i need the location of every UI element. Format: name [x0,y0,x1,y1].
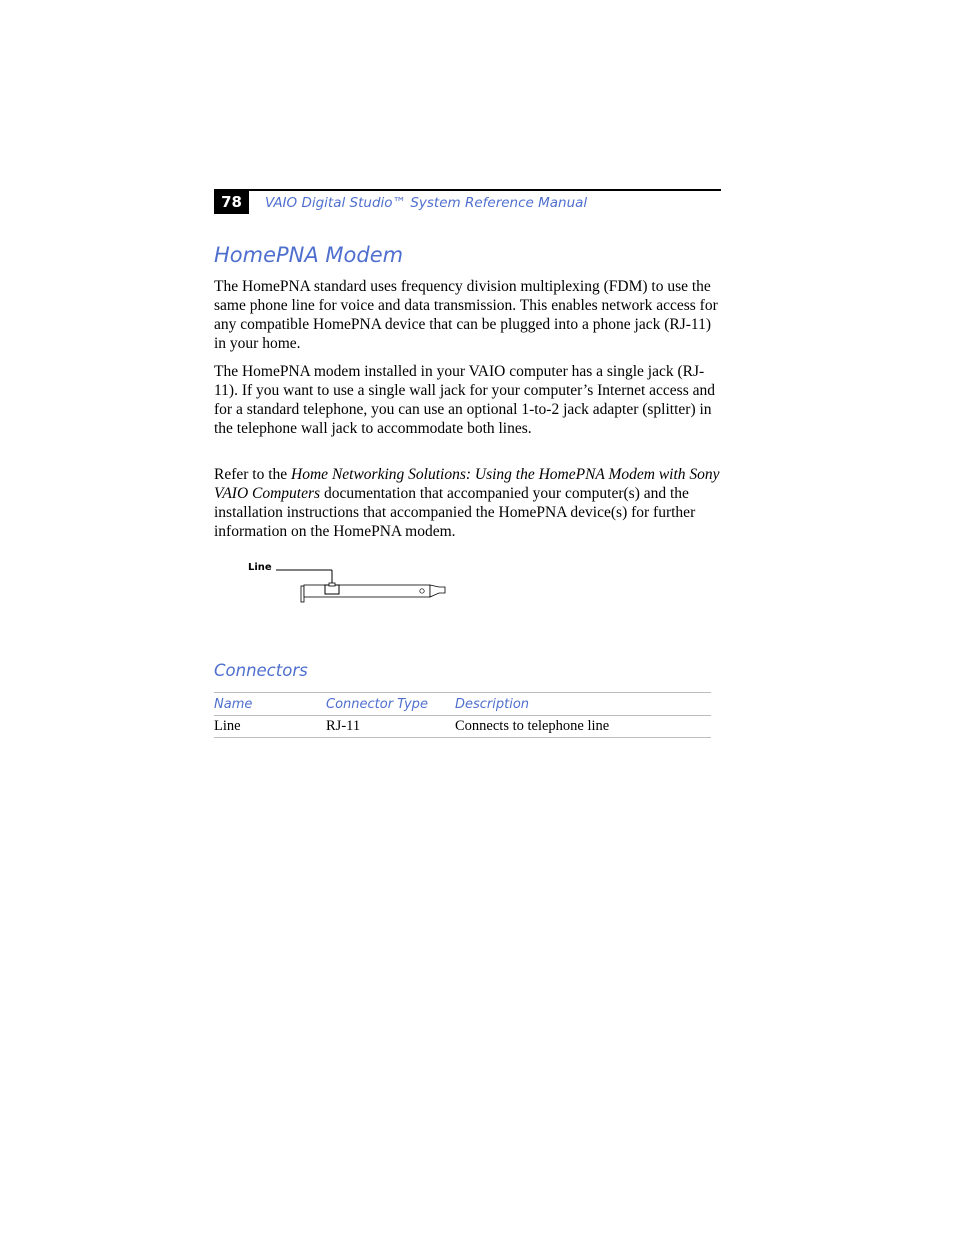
page-number: 78 [214,191,249,214]
cell-name: Line [214,716,326,738]
bracket-body [304,585,430,597]
table-header-row [214,693,711,716]
header-description: Description [455,693,711,716]
modem-card-illustration [240,556,460,606]
refer-text-after: documentation that accompanied your computer(s) and the installation instructions that accompanied the HomePNA device(s) for further information on the HomePNA modem. [214,485,696,540]
bracket-tab [301,586,304,602]
figure-label-line: Line [248,562,272,573]
section-title: HomePNA Modem [214,243,404,267]
bracket-screw-hole [420,589,424,593]
refer-text-before: Refer to the [214,466,292,483]
page-header [214,189,721,216]
paragraph-fdm: The HomePNA standard uses frequency division multiplexing (FDM) to use the same phone line for voice and data transmission. This enables network access for any compatible HomePNA device that can be plugged into a phone jack (RJ-11) in your home. [214,278,718,352]
cell-description: Connects to telephone line [455,716,711,738]
header-connector-type: Connector Type [326,693,455,716]
rj11-jack-latch [329,583,335,586]
paragraph-refer [214,465,724,541]
paragraph-jack: The HomePNA modem installed in your VAIO computer has a single jack (RJ-11). If you want to use a single wall jack for your computer’s Internet access and for a standard telephone, you can use an optional 1-to-2 jack adapter (splitter) in the telephone wall jack to accommodate both lines. [214,363,716,437]
refer-doc-title: Home Networking Solutions: Using the HomePNA Modem with Sony VAIO Computers [214,466,720,502]
connectors-title: Connectors [214,661,308,680]
running-title: VAIO Digital Studio™ System Reference Manual [265,195,588,211]
header-name: Name [214,693,326,716]
connectors-table [214,692,711,738]
cell-connector-type: RJ-11 [326,716,455,738]
bracket-tip [430,585,445,597]
table-row [214,716,711,738]
